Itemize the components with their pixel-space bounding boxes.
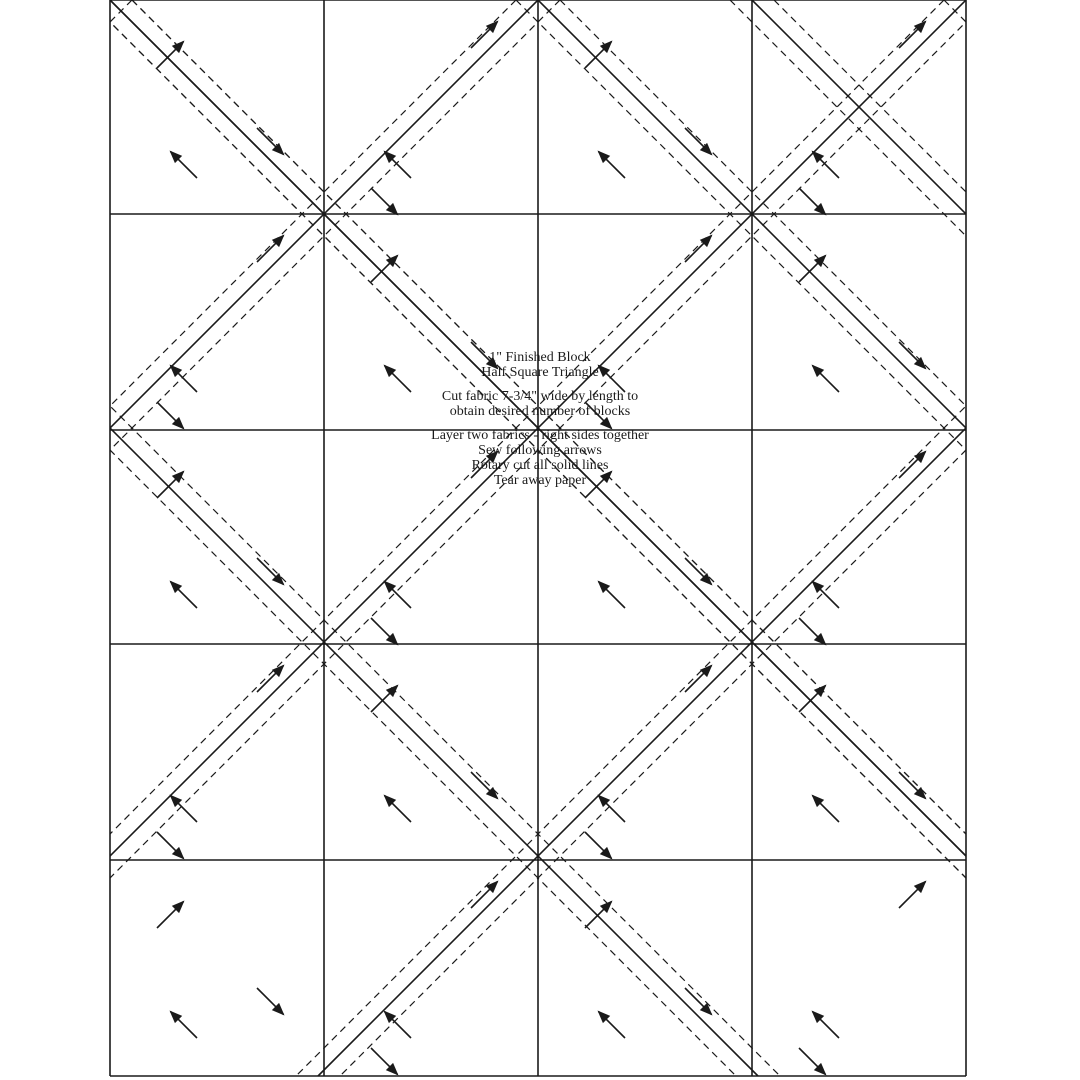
sew-direction-arrow	[585, 901, 612, 928]
step-rotary-cut: Rotary cut all solid lines	[471, 458, 609, 473]
sew-direction-arrow	[371, 618, 398, 645]
sew-direction-arrow	[371, 188, 398, 215]
sew-direction-arrow	[598, 581, 625, 608]
diagonal-cut-line	[538, 0, 1080, 1076]
diagonal-cut-line	[966, 0, 1080, 1076]
sew-direction-arrow	[371, 255, 398, 282]
sew-direction-arrow	[471, 881, 498, 908]
sew-direction-arrow	[157, 471, 184, 498]
sew-direction-arrow	[257, 558, 284, 585]
sew-direction-arrow	[685, 558, 712, 585]
diagonal-sew-line	[516, 0, 1080, 1076]
sew-direction-arrow	[598, 1011, 625, 1038]
diagonal-cut-line	[110, 0, 1080, 1076]
step-sew-arrows: Sew following arrows	[478, 443, 602, 458]
sew-direction-arrow	[157, 402, 184, 429]
sew-direction-arrow	[899, 772, 926, 799]
sew-direction-arrow	[170, 151, 197, 178]
sew-direction-arrow	[157, 41, 184, 68]
diagonal-sew-line	[132, 0, 1080, 1076]
sew-direction-arrow	[157, 832, 184, 859]
diagonal-sew-line	[944, 0, 1080, 1076]
diagonal-sew-line	[0, 0, 132, 1076]
block-type-label: Half Square Triangle	[481, 365, 599, 380]
sew-direction-arrow	[685, 988, 712, 1015]
sew-direction-arrow	[471, 772, 498, 799]
sew-direction-arrow	[899, 451, 926, 478]
sew-direction-arrow	[384, 581, 411, 608]
step-tear-paper: Tear away paper	[493, 473, 587, 488]
sew-direction-arrow	[685, 665, 712, 692]
sew-direction-arrow	[371, 1048, 398, 1075]
diagonal-sew-line	[774, 0, 1080, 1076]
sew-direction-arrow	[371, 685, 398, 712]
diagonal-cut-line	[0, 0, 110, 1076]
sew-direction-arrow	[257, 665, 284, 692]
sew-direction-arrow	[598, 795, 625, 822]
sew-direction-arrow	[170, 1011, 197, 1038]
cut-grid	[110, 0, 966, 1076]
diagonal-cut-line	[110, 0, 1080, 1076]
sewing-arrows	[157, 21, 926, 1074]
diagonal-cut-line	[0, 0, 538, 1076]
sew-direction-arrow	[384, 1011, 411, 1038]
sew-direction-arrow	[598, 151, 625, 178]
cut-instruction-line-1: Cut fabric 7-3/4" wide by length to	[441, 389, 639, 404]
sew-direction-arrow	[799, 188, 826, 215]
diagonal-sew-line	[560, 0, 1080, 1076]
sew-direction-arrow	[812, 151, 839, 178]
sew-direction-arrow	[257, 988, 284, 1015]
sew-direction-arrow	[812, 365, 839, 392]
diagonal-sew-line	[0, 0, 88, 1076]
sew-direction-arrow	[899, 881, 926, 908]
sew-direction-arrow	[170, 581, 197, 608]
sew-direction-arrow	[812, 1011, 839, 1038]
cut-instruction-line-2: obtain desired number of blocks	[449, 404, 631, 419]
sew-direction-arrow	[812, 581, 839, 608]
sew-direction-arrow	[170, 365, 197, 392]
sew-direction-arrow	[585, 41, 612, 68]
diagonal-sew-line	[988, 0, 1080, 1076]
diagonal-sew-line	[88, 0, 1080, 1076]
diagonal-sew-line	[132, 0, 1080, 1076]
instructions-block	[400, 350, 680, 488]
sew-direction-arrow	[799, 255, 826, 282]
sew-direction-arrow	[585, 832, 612, 859]
sew-direction-arrow	[799, 685, 826, 712]
sew-direction-arrow	[384, 795, 411, 822]
diagonal-cut-line	[752, 0, 1080, 1076]
sew-direction-arrow	[799, 1048, 826, 1075]
sew-direction-arrow	[170, 795, 197, 822]
step-layer-fabrics: Layer two fabrics - right sides together	[431, 428, 649, 443]
diagonal-sew-line	[0, 0, 516, 1076]
block-size-label: 1" Finished Block	[489, 350, 591, 365]
diagonal-sew-line	[340, 0, 1080, 1076]
sew-direction-arrow	[384, 151, 411, 178]
sew-direction-arrow	[799, 618, 826, 645]
sew-direction-arrow	[812, 795, 839, 822]
sew-direction-arrow	[157, 901, 184, 928]
diagonal-sew-line	[88, 0, 1080, 1076]
diagonal-sew-line	[296, 0, 1080, 1076]
